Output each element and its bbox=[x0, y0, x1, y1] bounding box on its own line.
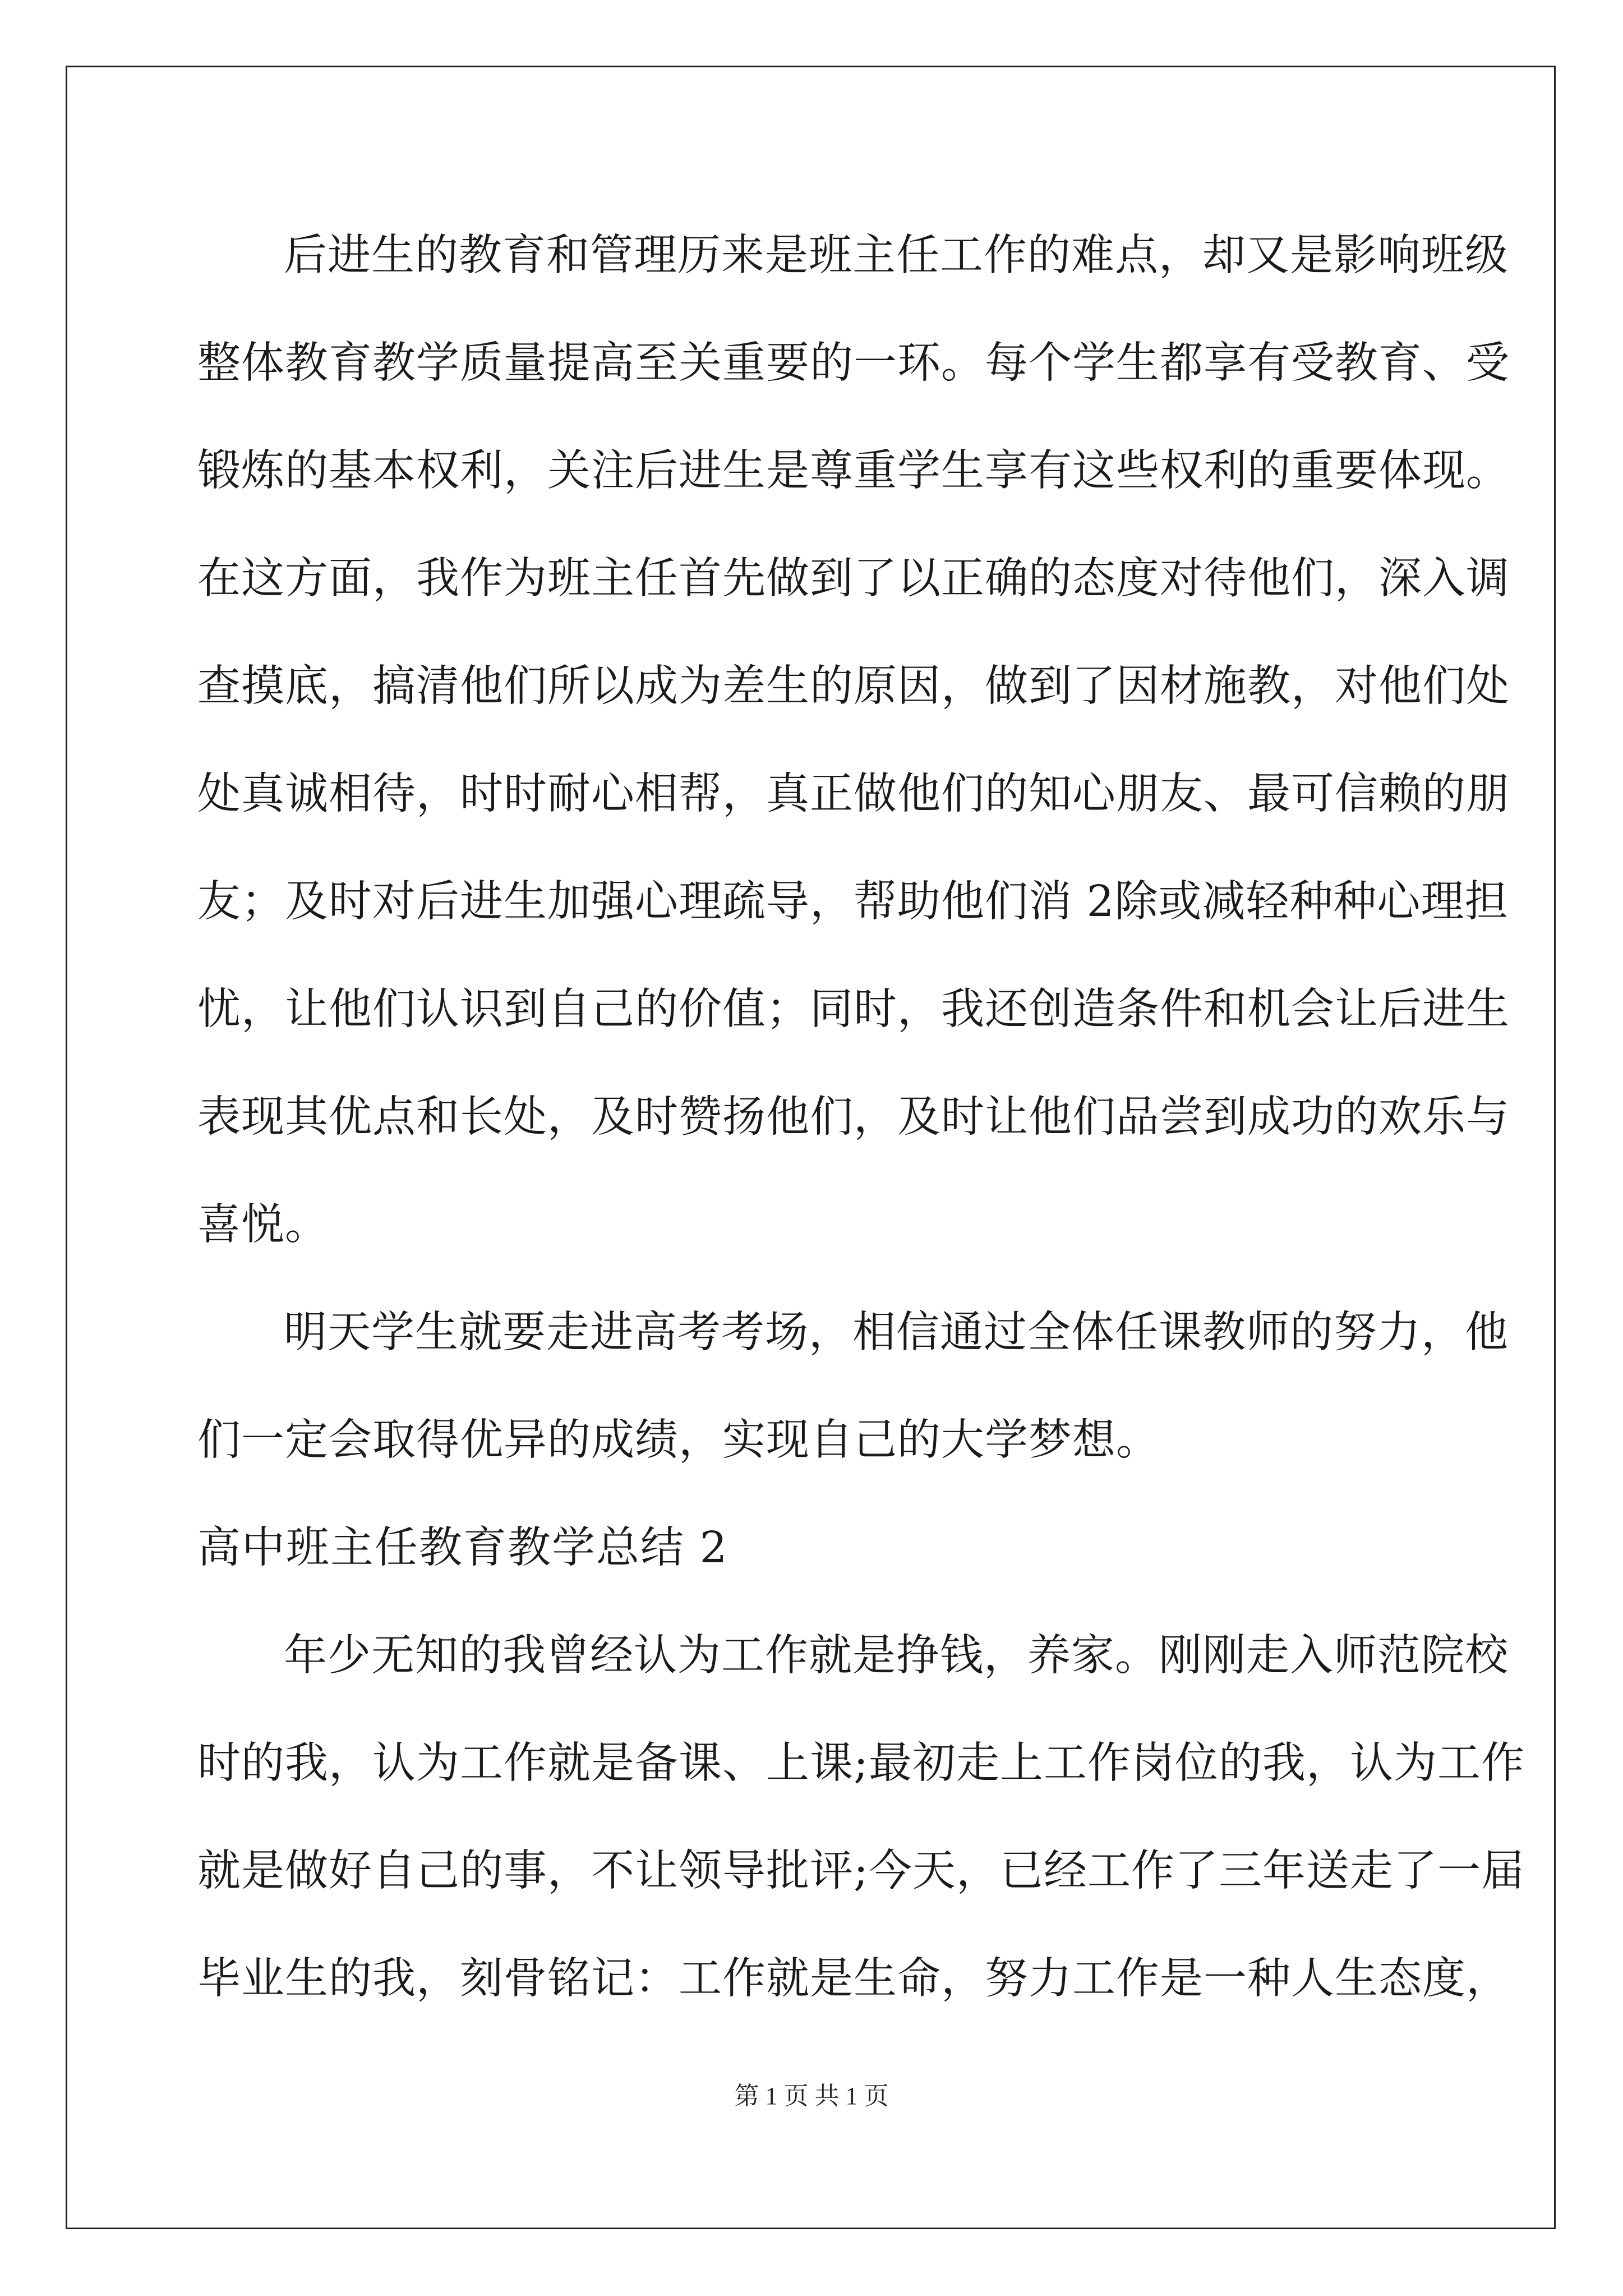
paragraph-1-line-10: 喜悦。 bbox=[197, 1200, 329, 1250]
section-heading: 高中班主任教育教学总结 2 bbox=[197, 1523, 728, 1573]
paragraph-1-line-5: 查摸底，搞清他们所以成为差生的原因，做到了因材施教，对他们处 bbox=[197, 661, 1510, 711]
paragraph-2-line-1: 明天学生就要走进高考考场，相信通过全体任课教师的努力，他 bbox=[284, 1308, 1509, 1358]
paragraph-1-line-2: 整体教育教学质量提高至关重要的一环。每个学生都享有受教育、受 bbox=[197, 338, 1510, 388]
paragraph-1-line-6: 处真诚相待，时时耐心相帮，真正做他们的知心朋友、最可信赖的朋 bbox=[197, 769, 1510, 819]
paragraph-3-line-3: 就是做好自己的事，不让领导批评;今天，已经工作了三年送走了一届 bbox=[197, 1846, 1525, 1896]
paragraph-1-line-4: 在这方面，我作为班主任首先做到了以正确的态度对待他们，深入调 bbox=[197, 554, 1510, 604]
paragraph-3-line-1: 年少无知的我曾经认为工作就是挣钱，养家。刚刚走入师范院校 bbox=[284, 1631, 1509, 1681]
paragraph-3-line-4: 毕业生的我，刻骨铭记：工作就是生命，努力工作是一种人生态度， bbox=[197, 1954, 1510, 2004]
paragraph-1-line-8: 忧，让他们认识到自己的价值；同时，我还创造条件和机会让后进生 bbox=[197, 984, 1510, 1034]
paragraph-1-line-7: 友；及时对后进生加强心理疏导，帮助他们消 2除或减轻种种心理担 bbox=[197, 877, 1509, 927]
paragraph-1-line-9: 表现其优点和长处，及时赞扬他们，及时让他们品尝到成功的欢乐与 bbox=[197, 1092, 1510, 1142]
paragraph-3-line-2: 时的我，认为工作就是备课、上课;最初走上工作岗位的我，认为工作 bbox=[197, 1738, 1525, 1788]
paragraph-2-line-2: 们一定会取得优异的成绩，实现自己的大学梦想。 bbox=[197, 1415, 1160, 1465]
paragraph-1-line-1: 后进生的教育和管理历来是班主任工作的难点，却又是影响班级 bbox=[284, 231, 1509, 280]
page-footer: 第 1 页 共 1 页 bbox=[734, 2082, 889, 2110]
paragraph-1-line-3: 锻炼的基本权利，关注后进生是尊重学生享有这些权利的重要体现。 bbox=[197, 446, 1510, 496]
document-body bbox=[197, 202, 1525, 2033]
